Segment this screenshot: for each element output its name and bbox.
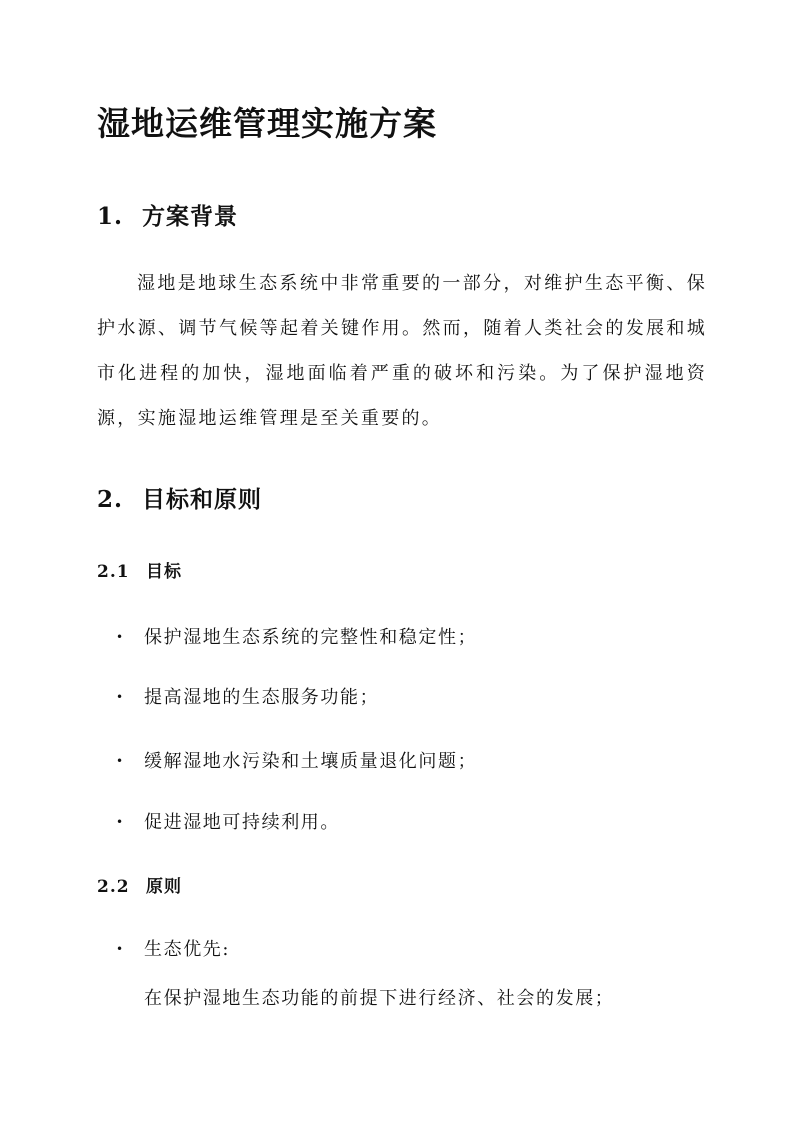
list-item-text: 缓解湿地水污染和土壤质量退化问题； [144,751,478,772]
list-item-text: 保护湿地生态系统的完整性和稳定性； [144,627,478,648]
list-item [116,747,477,773]
principle-label: 生态优先: [144,939,231,960]
section-heading-goals-principles [97,481,262,514]
subsection-heading-goals [97,557,182,582]
bullet-icon: • [116,942,125,956]
section-heading-background [97,198,238,231]
section-title: 方案背景 [142,203,238,230]
background-paragraph: 湿地是地球生态系统中非常重要的一部分，对维护生态平衡、保护水源、调节气候等起着关键作用。然而，随着人类社会的发展和城市化进程的加快，湿地面临着严重的破坏和污染。为了保护湿地资源，实施湿地运维管理是至关重要的。 [97,273,707,429]
subsection-title: 目标 [146,562,182,582]
section-number: 2. [97,486,124,513]
principle-description: 在保护湿地生态功能的前提下进行经济、社会的发展； [144,988,615,1009]
subsection-heading-principles [97,872,182,897]
section-title: 目标和原则 [142,486,262,513]
list-item-text: 促进湿地可持续利用。 [144,812,340,833]
bullet-icon: • [116,754,125,768]
bullet-icon: • [116,815,125,829]
subsection-number: 2.2 [97,877,130,897]
list-item-text: 提高湿地的生态服务功能； [144,687,380,708]
document-title: 湿地运维管理实施方案 [97,104,437,143]
list-item [116,935,230,961]
list-item [116,623,477,649]
subsection-number: 2.1 [97,562,130,582]
subsection-title: 原则 [146,877,182,897]
section-number: 1. [97,203,124,230]
list-item [116,808,340,834]
bullet-icon: • [116,630,125,644]
bullet-icon: • [116,690,125,704]
list-item [116,683,379,709]
